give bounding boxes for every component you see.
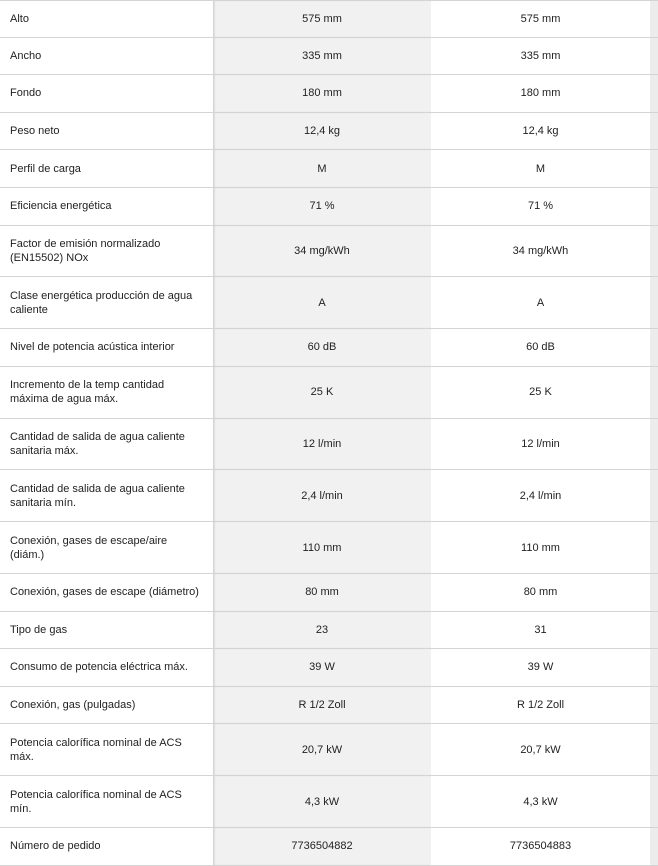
scroll-edge	[650, 367, 658, 418]
spec-value-model-1: A	[213, 277, 431, 328]
table-row	[0, 724, 658, 776]
spec-value-model-2: 12,4 kg	[522, 125, 559, 138]
scroll-edge	[650, 776, 658, 827]
spec-value-model-2: 25 K	[529, 386, 552, 399]
scroll-edge	[650, 649, 658, 686]
spec-value-model-1: 180 mm	[213, 75, 431, 112]
spec-value-model-2: 71 %	[527, 200, 554, 213]
scroll-edge	[650, 150, 658, 187]
scroll-edge	[650, 724, 658, 775]
scroll-edge	[650, 828, 658, 865]
spec-value-model-2: 34 mg/kWh	[512, 244, 569, 257]
spec-value-model-2: 2,4 l/min	[519, 489, 562, 502]
scroll-edge	[650, 38, 658, 75]
spec-label: Potencia calorífica nominal de ACS máx.	[10, 736, 182, 763]
spec-label: Ancho	[10, 49, 42, 62]
spec-value-model-1: 7736504882	[213, 828, 431, 865]
scroll-edge	[650, 188, 658, 225]
spec-value-model-2: A	[536, 296, 545, 309]
scroll-edge	[650, 612, 658, 649]
spec-label: Nivel de potencia acústica interior	[10, 341, 175, 354]
spec-value-model-1: 110 mm	[213, 522, 431, 573]
spec-label: Conexión, gas (pulgadas)	[10, 699, 136, 712]
spec-value-model-2: 7736504883	[509, 840, 572, 853]
scroll-edge	[650, 574, 658, 611]
table-row	[0, 612, 658, 650]
scroll-edge	[650, 1, 658, 37]
table-row	[0, 113, 658, 151]
spec-value-model-2: 335 mm	[520, 49, 561, 62]
spec-label: Número de pedido	[10, 840, 101, 853]
spec-value-model-1: R 1/2 Zoll	[213, 687, 431, 724]
spec-value-model-1: 20,7 kW	[213, 724, 431, 775]
table-row	[0, 574, 658, 612]
scroll-edge	[650, 522, 658, 573]
table-row	[0, 687, 658, 725]
spec-value-model-1: M	[213, 150, 431, 187]
spec-value-model-1: 575 mm	[213, 1, 431, 37]
scroll-edge	[650, 687, 658, 724]
table-row	[0, 75, 658, 113]
spec-value-model-2: R 1/2 Zoll	[516, 699, 565, 712]
table-row	[0, 277, 658, 329]
spec-label: Cantidad de salida de agua caliente sanitaria máx.	[10, 430, 185, 457]
spec-label: Peso neto	[10, 125, 60, 138]
spec-value-model-1: 25 K	[213, 367, 431, 418]
table-row	[0, 150, 658, 188]
spec-value-model-2: 110 mm	[521, 541, 560, 554]
spec-label: Perfil de carga	[10, 162, 81, 175]
spec-label: Potencia calorífica nominal de ACS mín.	[10, 788, 182, 815]
spec-label: Clase energética producción de agua caliente	[10, 289, 193, 316]
table-row	[0, 419, 658, 471]
spec-label: Conexión, gases de escape (diámetro)	[10, 586, 199, 599]
table-row	[0, 649, 658, 687]
spec-value-model-1: 335 mm	[213, 38, 431, 75]
table-row	[0, 329, 658, 367]
spec-value-model-2: 39 W	[527, 661, 554, 674]
spec-value-model-1: 60 dB	[213, 329, 431, 366]
spec-value-model-1: 23	[213, 612, 431, 649]
spec-value-model-1: 80 mm	[213, 574, 431, 611]
spec-value-model-1: 34 mg/kWh	[213, 226, 431, 277]
table-row	[0, 0, 658, 38]
spec-value-model-1: 2,4 l/min	[213, 470, 431, 521]
scroll-edge	[650, 470, 658, 521]
spec-value-model-1: 12 l/min	[213, 419, 431, 470]
table-row	[0, 522, 658, 574]
table-row	[0, 776, 658, 828]
spec-value-model-2: 575 mm	[520, 12, 561, 25]
spec-value-model-2: 180 mm	[520, 87, 561, 100]
scroll-edge	[650, 113, 658, 150]
table-row	[0, 367, 658, 419]
spec-value-model-1: 4,3 kW	[213, 776, 431, 827]
spec-label: Incremento de la temp cantidad máxima de agua máx.	[10, 379, 165, 406]
spec-value-model-2: M	[535, 162, 546, 175]
spec-label: Eficiencia energética	[10, 200, 112, 213]
spec-label: Cantidad de salida de agua caliente sanitaria mín.	[10, 482, 185, 509]
spec-label: Fondo	[10, 87, 42, 100]
table-row	[0, 38, 658, 76]
spec-label: Conexión, gases de escape/aire (diám.)	[10, 534, 168, 561]
scroll-edge	[650, 226, 658, 277]
table-row	[0, 470, 658, 522]
spec-label: Factor de emisión normalizado (EN15502) NOx	[10, 237, 161, 264]
spec-value-model-1: 12,4 kg	[213, 113, 431, 150]
spec-value-model-2: 31	[534, 623, 547, 636]
spec-value-model-2: 12 l/min	[521, 437, 560, 450]
spec-label: Tipo de gas	[10, 623, 68, 636]
scroll-edge	[650, 419, 658, 470]
table-row	[0, 828, 658, 866]
spec-value-model-2: 20,7 kW	[520, 743, 561, 756]
spec-value-model-1: 39 W	[213, 649, 431, 686]
scroll-edge	[650, 75, 658, 112]
spec-value-model-2: 4,3 kW	[523, 795, 558, 808]
table-row	[0, 226, 658, 278]
spec-label: Alto	[10, 12, 29, 25]
spec-value-model-2: 80 mm	[523, 586, 558, 599]
spec-value-model-2: 60 dB	[526, 341, 555, 354]
spec-label: Consumo de potencia eléctrica máx.	[10, 661, 188, 674]
scroll-edge	[650, 277, 658, 328]
scroll-edge	[650, 329, 658, 366]
spec-value-model-1: 71 %	[213, 188, 431, 225]
table-row	[0, 188, 658, 226]
